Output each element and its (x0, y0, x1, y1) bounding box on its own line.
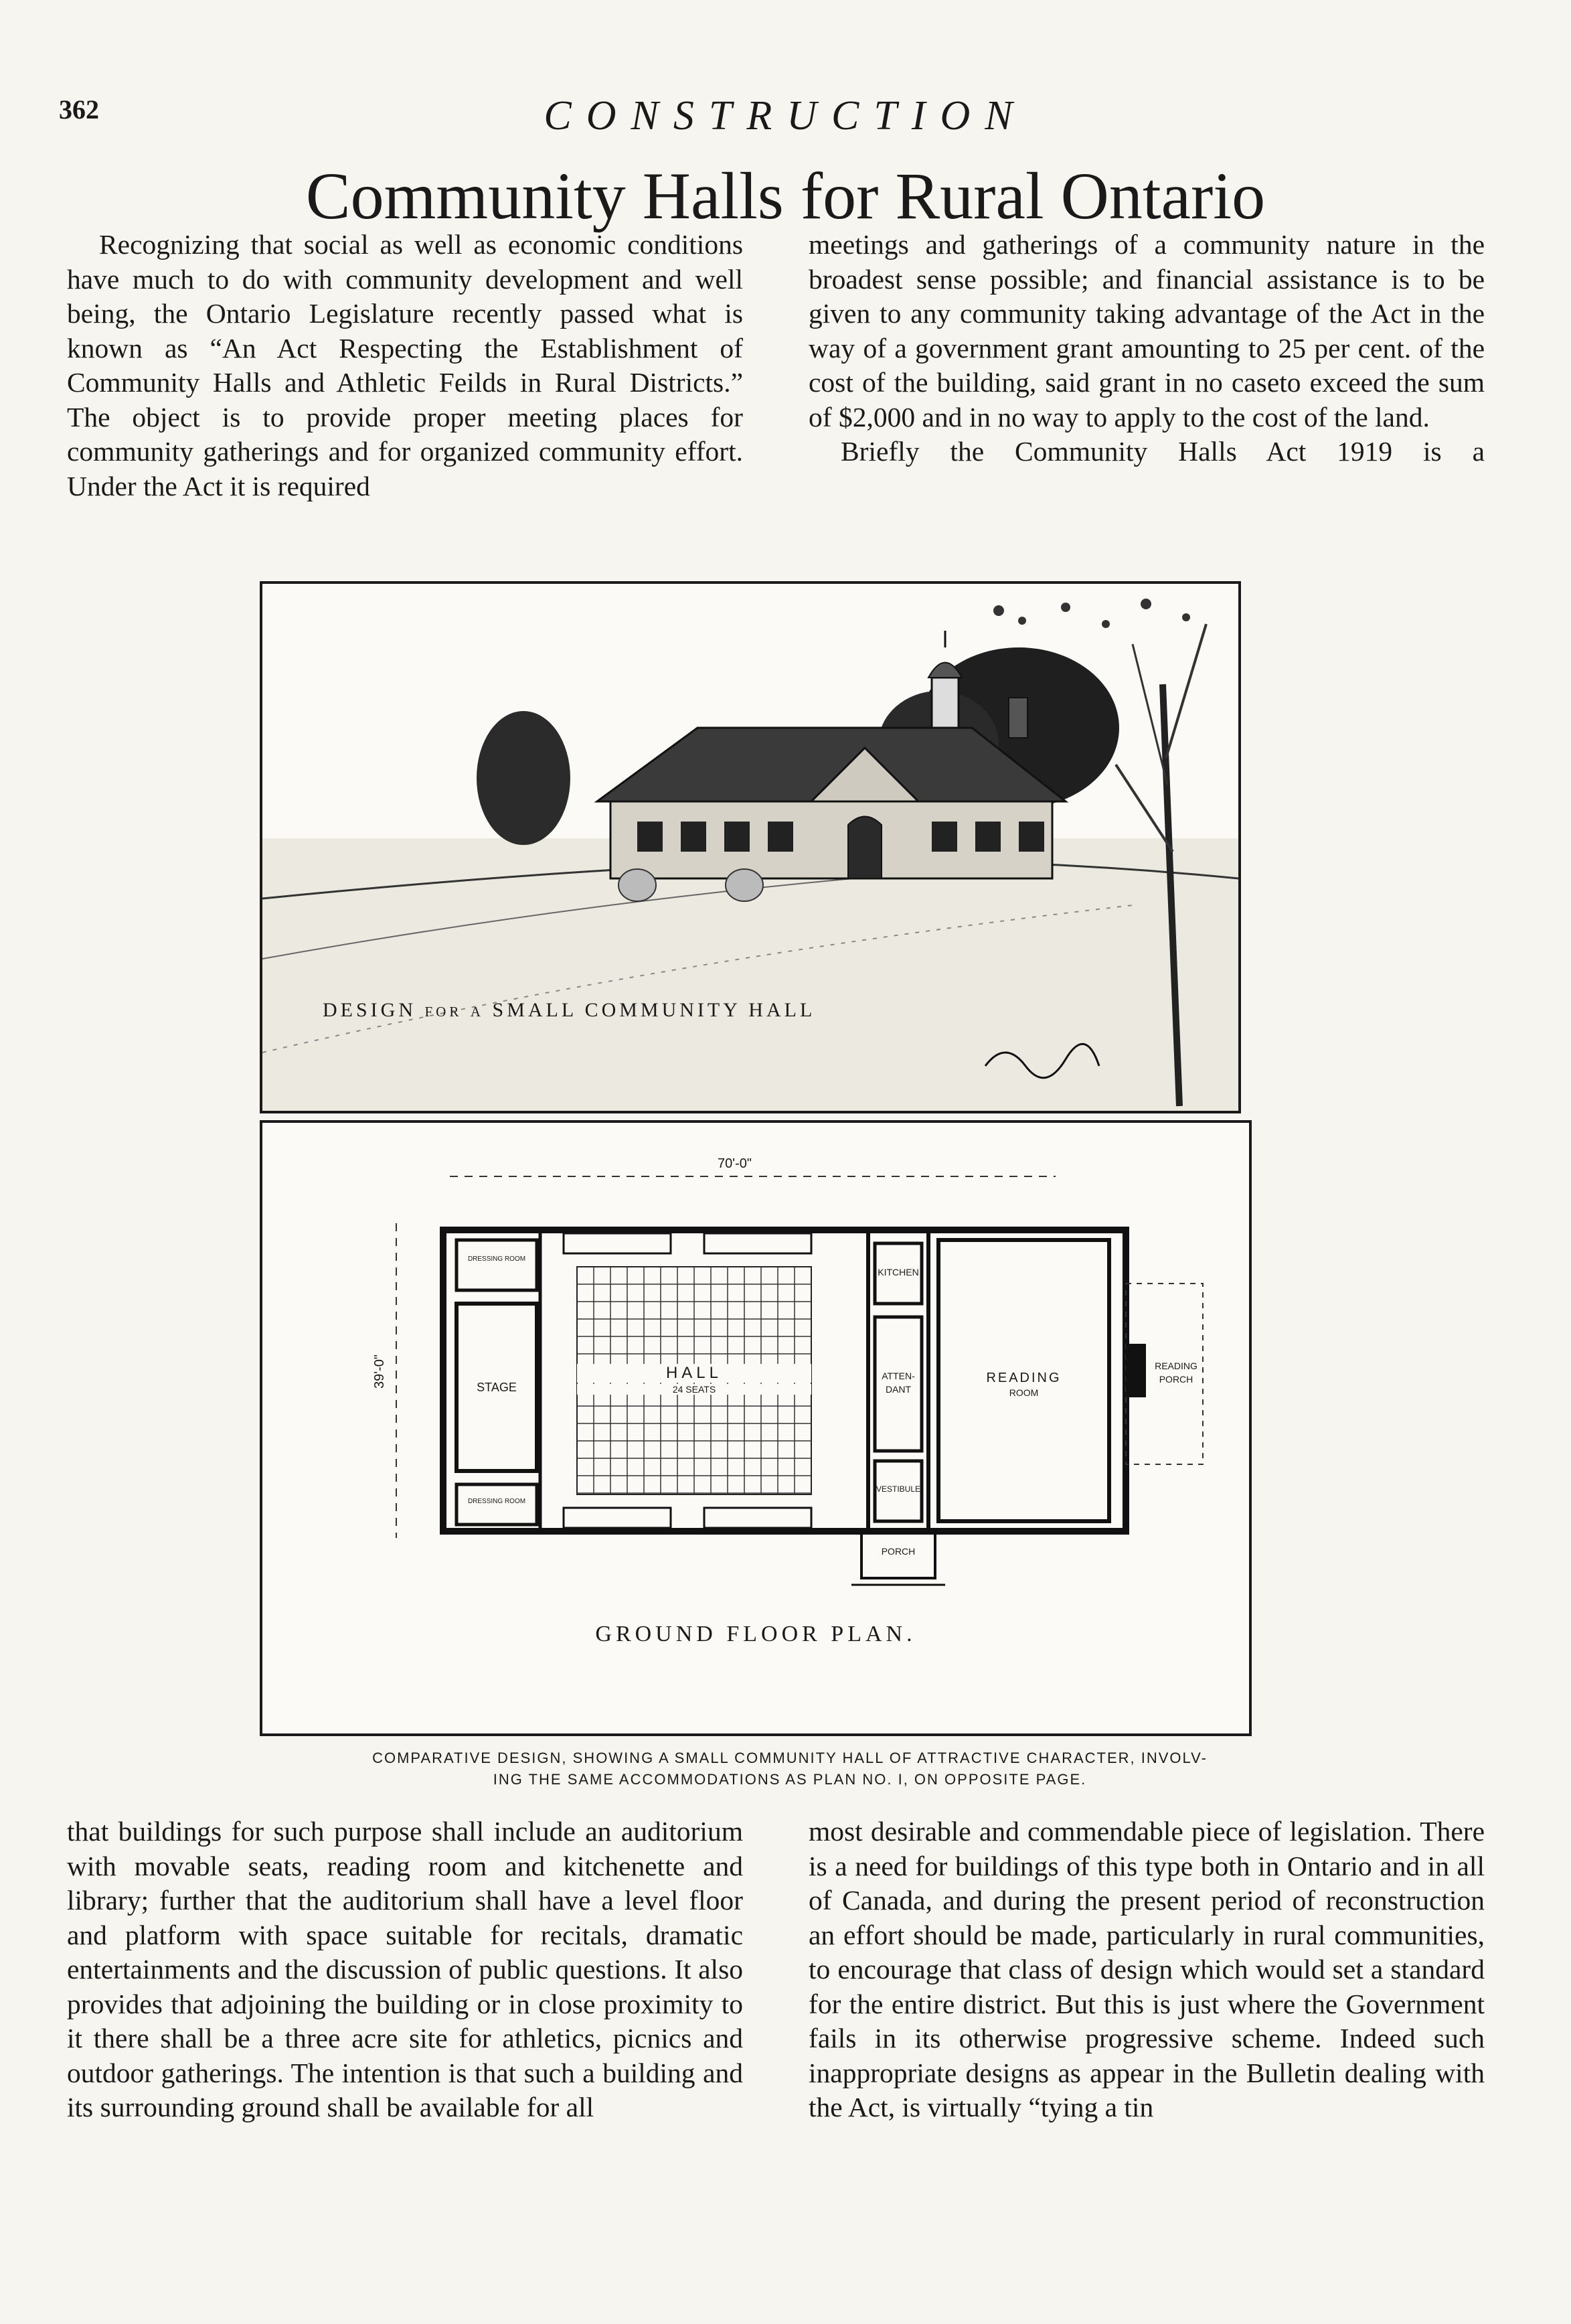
room-label-reading-line1: READING (986, 1371, 1062, 1385)
paragraph: Briefly the Community Halls Act 1919 is a (841, 436, 1485, 467)
hall-seat-count: 24 SEATS (577, 1384, 811, 1395)
text-column-4 (809, 1814, 1485, 2125)
room-label-reading-porch-line2: PORCH (1159, 1374, 1193, 1385)
room-label-attendant-line2: DANT (885, 1384, 912, 1395)
paragraph: meetings and gatherings of a community nature in the broadest sense possible; and financial assistance is to be given to any community taking advantage of the Act in the way of a government grant amounting to 25 per cent. of the cost of the building, said grant in no caseto exceed the sum of $2,000 and in no way to apply to the cost of the land. (809, 229, 1485, 433)
paragraph: most desirable and commendable piece of legislation. There is a need for buildings of this type both in Ontario and in all of Canada, and during the present period of reconstruction an effort should be made, particularly in rural communities, to encourage that class of design which would set a standard for the entire district. But this is just where the Government fails in its otherwise progressive scheme. Indeed such inappropriate designs as appear in the Bulletin dealing with the Act, is virtually “tying a tin (809, 1816, 1485, 2122)
paragraph: that buildings for such purpose shall include an auditorium with movable seats, reading room and kitchenette and library; further that the auditorium shall have a level floor and platform with space suitable for recitals, dramatic entertainments and the discussion of public questions. It also provides that adjoining the building or in close proximity to it there shall be a three acre site for athletics, picnics and outdoor gatherings. The intention is that such a building and its surrounding ground shall be available for all (67, 1816, 743, 2122)
figure-caption (201, 1748, 1379, 1790)
caption-line-1: COMPARATIVE DESIGN, SHOWING A SMALL COMMUNITY HALL OF ATTRACTIVE CHARACTER, INVOLV- (372, 1750, 1208, 1766)
room-label-attendant-line1: ATTEN- (882, 1371, 915, 1381)
room-label-porch: PORCH (881, 1546, 916, 1557)
text-column-2 (809, 228, 1485, 469)
text-column-3 (67, 1814, 743, 2125)
running-head: CONSTRUCTION (544, 93, 1027, 139)
room-label-kitchen: KITCHEN (878, 1267, 919, 1277)
room-label-vestibule: VESTIBULE (876, 1484, 921, 1494)
hall-sketch-illustration (262, 584, 1238, 1111)
plan-title: GROUND FLOOR PLAN. (595, 1622, 916, 1646)
room-label-stage: STAGE (477, 1381, 517, 1394)
caption-line-2: ING THE SAME ACCOMMODATIONS AS PLAN NO. I, ON OPPOSITE PAGE. (493, 1771, 1087, 1788)
room-label-hall: HALL (577, 1364, 811, 1383)
room-label-dressing-top: DRESSING ROOM (467, 1255, 526, 1263)
dimension-width: 70'-0" (718, 1156, 752, 1171)
sketch-inscription: DESIGN for a SMALL COMMUNITY HALL (323, 999, 816, 1021)
room-label-reading-line2: ROOM (1009, 1387, 1039, 1398)
room-label-dressing-bottom: DRESSING ROOM (467, 1498, 526, 1505)
paragraph: Recognizing that social as well as economic conditions have much to do with community development and well being, the Ontario Legislature recently passed what is known as “An Act Respecting the Establishment of Community Halls and Athletic Feilds in Rural Districts.” The object is to provide proper meeting places for community gatherings and for organized community effort. Under the Act it is required (67, 229, 743, 501)
dimension-depth: 39'-0" (371, 1354, 387, 1389)
floor-plan-figure (260, 1120, 1252, 1736)
perspective-sketch-figure (260, 581, 1241, 1113)
page-number: 362 (59, 94, 99, 125)
room-label-reading-porch-line1: READING (1155, 1361, 1197, 1371)
article-title: Community Halls for Rural Ontario (305, 159, 1266, 233)
text-column-1 (67, 228, 743, 503)
